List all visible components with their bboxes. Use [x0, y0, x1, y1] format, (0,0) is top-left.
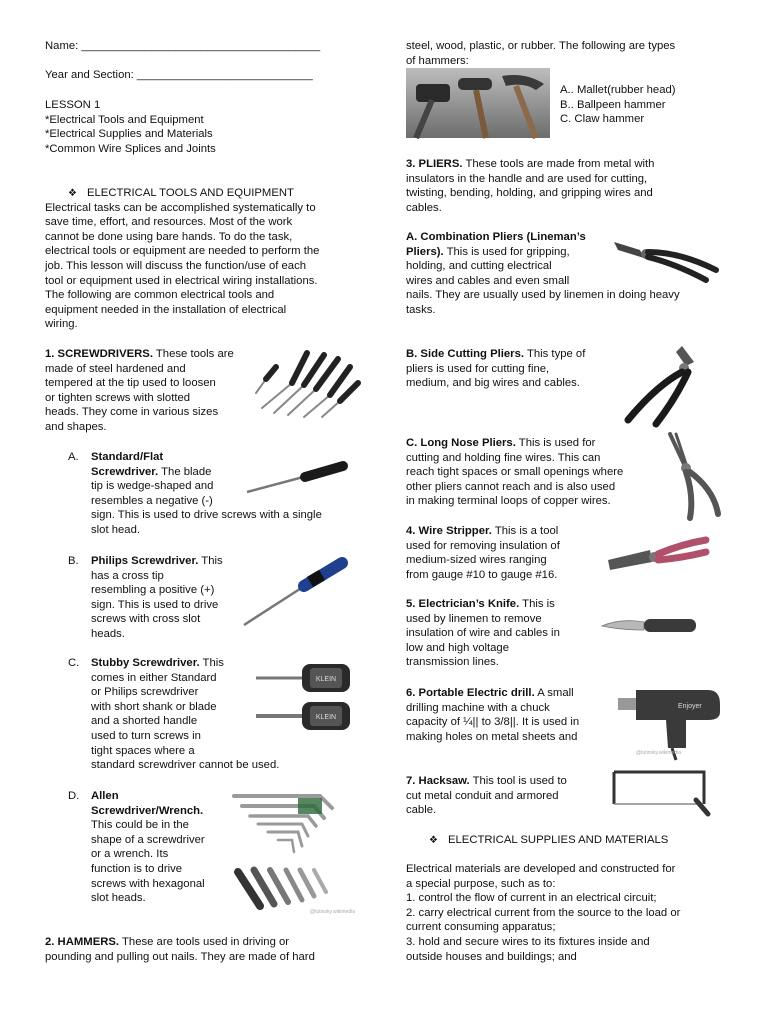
long-nose-pliers-paragraph	[406, 436, 623, 509]
text-line: These are tools used in driving or	[119, 936, 290, 948]
text-line: Electrical tasks can be accomplished systematically to	[45, 201, 316, 214]
text-line: cables.	[406, 201, 442, 214]
text-line: This could be in the	[91, 819, 189, 832]
combination-pliers-image	[610, 232, 720, 284]
hammers-image	[406, 68, 550, 138]
text-line: 3. hold and secure wires to its fixtures inside and	[406, 935, 650, 948]
text-line: medium, and big wires and cables.	[406, 377, 580, 390]
hammer-types-list	[560, 83, 676, 127]
watermark: @tutinsky.wikimedia	[310, 909, 355, 915]
screwdriver-set-image	[252, 343, 364, 419]
side-cutting-pliers-image	[616, 340, 712, 428]
long-nose-pliers-image	[660, 430, 724, 522]
text-line: pounding and pulling out nails. They are made of hard	[45, 950, 315, 963]
text-line: function is to drive	[91, 862, 183, 875]
item-title: Standard/Flat	[91, 451, 164, 463]
text-line: and a shorted handle	[91, 715, 198, 728]
text-line: from gauge #10 to gauge #16.	[406, 568, 558, 581]
list-letter: A.	[68, 451, 79, 463]
list-letter: D.	[68, 790, 80, 802]
text-line: electrical tools or equipment are needed to perform the	[45, 245, 320, 258]
hammers-continued	[406, 39, 675, 68]
item-title: B. Side Cutting Pliers.	[406, 348, 525, 360]
item-title: Philips Screwdriver.	[91, 555, 199, 567]
hacksaw-paragraph	[406, 774, 567, 818]
text-line: cutting and holding fine wires. This can	[406, 451, 601, 464]
philips-screwdriver-paragraph	[91, 554, 223, 642]
text-line: used to turn screws in	[91, 729, 201, 742]
text-line: This	[198, 555, 223, 567]
brand-label: KLEIN	[315, 714, 337, 721]
lesson-title: LESSON 1	[45, 99, 101, 111]
text-line: job. This lesson will discuss the function/use of each	[45, 259, 307, 272]
text-line: cut metal conduit and armored	[406, 789, 559, 802]
text-line: The blade	[158, 465, 212, 478]
text-line: equipment needed in the installation of electrical	[45, 303, 287, 316]
text-line: insulation of wire and cables in	[406, 627, 560, 640]
electricians-knife-image	[600, 614, 700, 636]
lesson-item: *Common Wire Splices and Joints	[45, 142, 216, 155]
text-line: This is a tool	[491, 525, 559, 537]
text-line: cable.	[406, 804, 437, 817]
text-line: reach tight spaces or small openings where	[406, 466, 624, 479]
text-line: low and high voltage	[406, 641, 510, 654]
text-line: transmission lines.	[406, 656, 499, 669]
text-line: heads. They come in various sizes	[45, 406, 219, 419]
allen-wrench-paragraph	[91, 789, 205, 906]
item-title: C. Long Nose Pliers.	[406, 437, 516, 449]
watermark: @tutinsky.wikimedia	[636, 750, 681, 756]
text-line: tool or equipment used in electrical wiring installations.	[45, 274, 318, 287]
text-line: This is used for gripping,	[443, 245, 570, 258]
text-line: tip is wedge-shaped and	[91, 480, 214, 493]
text-line: a special purpose, such as to:	[406, 877, 556, 890]
supplies-paragraph	[406, 862, 680, 964]
section-heading-supplies	[429, 833, 668, 849]
item-title: 6. Portable Electric drill.	[406, 687, 535, 699]
allen-wrench-set-image	[228, 788, 338, 858]
text-line: 1. control the flow of current in an electrical circuit;	[406, 892, 657, 905]
pliers-paragraph	[406, 157, 654, 215]
item-title: Screwdriver/Wrench.	[91, 804, 204, 817]
text-line: A small	[534, 687, 574, 699]
wire-stripper-image	[602, 532, 714, 584]
text-line: and shapes.	[45, 420, 107, 433]
lesson-item: *Electrical Tools and Equipment	[45, 113, 204, 126]
item-title: A. Combination Pliers (Lineman’s	[406, 231, 586, 243]
text-line: tasks.	[406, 303, 436, 316]
electricians-knife-paragraph	[406, 597, 560, 670]
text-line: used by linemen to remove	[406, 612, 542, 625]
text-line: insulators in the handle and are used for cutting,	[406, 172, 648, 185]
screwdrivers-title: 1. SCREWDRIVERS.	[45, 348, 153, 360]
text-line: cannot be done using bare hands. To do the task,	[45, 230, 293, 243]
allen-screwdriver-bits-image	[230, 862, 355, 916]
text-line: other pliers cannot reach and is also used	[406, 480, 616, 493]
text-line: comes in either Standard	[91, 671, 217, 684]
text-line: drilling machine with a chuck	[406, 701, 550, 714]
text-line: sign. This is used to drive	[91, 598, 219, 611]
text-line: used for removing insulation of	[406, 539, 560, 552]
text-line: standard screwdriver cannot be used.	[91, 759, 280, 772]
pliers-title: 3. PLIERS.	[406, 158, 463, 170]
lesson-item: *Electrical Supplies and Materials	[45, 128, 213, 141]
section-heading-text: ELECTRICAL TOOLS AND EQUIPMENT	[86, 187, 294, 199]
text-line: This is	[519, 598, 555, 610]
text-line: save time, effort, and resources. Most of the work	[45, 216, 293, 229]
text-line: steel, wood, plastic, or rubber. The following are types	[406, 40, 676, 52]
text-line: with short shank or blade	[91, 700, 217, 713]
text-line: tight spaces where a	[91, 744, 195, 757]
item-title: Allen	[91, 790, 119, 802]
hacksaw-image	[608, 766, 712, 816]
flat-screwdriver-image	[243, 458, 349, 498]
screwdrivers-paragraph	[45, 347, 234, 435]
text-line: tempered at the tip used to loosen	[45, 377, 216, 390]
text-line: capacity of ¼|| to 3/8||. It is used in	[406, 716, 580, 729]
text-line: twisting, bending, holding, and gripping wires and	[406, 187, 653, 200]
text-line: made of steel hardened and	[45, 362, 186, 375]
brand-label: KLEIN	[315, 676, 337, 683]
item-title: Screwdriver.	[91, 465, 159, 478]
list-item: B.. Ballpeen hammer	[560, 98, 666, 111]
text-line: or a wrench. Its	[91, 848, 169, 861]
name-field-label: Name: ______________________________________	[45, 40, 321, 52]
text-line: The following are common electrical tools and	[45, 289, 275, 302]
list-item: A.. Mallet(rubber head)	[560, 84, 676, 96]
text-line: wiring.	[45, 318, 78, 331]
side-cutting-pliers-paragraph	[406, 347, 585, 391]
electric-drill-paragraph	[406, 686, 579, 744]
list-item: C. Claw hammer	[560, 113, 645, 126]
text-line: These tools are	[152, 348, 234, 360]
text-line: slot head.	[91, 523, 140, 536]
text-line: of hammers:	[406, 54, 469, 67]
text-line: or Philips screwdriver	[91, 686, 199, 699]
text-line: current consuming apparatus;	[406, 921, 556, 934]
text-line: or tighten screws with slotted	[45, 391, 191, 404]
section-heading-tools	[68, 186, 294, 202]
text-line: This is used for	[515, 437, 596, 449]
text-line: pliers is used for cutting fine,	[406, 362, 550, 375]
text-line: heads.	[91, 627, 125, 640]
list-letter: B.	[68, 555, 79, 567]
list-letter: C.	[68, 657, 80, 669]
item-title: 7. Hacksaw.	[406, 775, 470, 787]
text-line: medium-sized wires ranging	[406, 554, 547, 567]
text-line: These tools are made from metal with	[462, 158, 655, 170]
text-line: shape of a screwdriver	[91, 833, 205, 846]
text-line: wires and cables and even small	[406, 274, 570, 287]
item-title: Pliers).	[406, 245, 444, 258]
section-heading-text: ELECTRICAL SUPPLIES AND MATERIALS	[447, 834, 669, 846]
diamond-bullet-icon: ❖	[68, 188, 77, 199]
text-line: This	[199, 657, 224, 669]
brand-label: Enjoyer	[678, 703, 702, 710]
item-title: Stubby Screwdriver.	[91, 657, 200, 669]
text-line: This type of	[524, 348, 586, 360]
text-line: screws with cross slot	[91, 613, 201, 626]
text-line: holding, and cutting electrical	[406, 260, 552, 273]
text-line: slot heads.	[91, 892, 146, 905]
text-line: This tool is used to	[469, 775, 567, 787]
diamond-bullet-icon: ❖	[429, 835, 438, 846]
text-line: resembles a negative (-)	[91, 494, 213, 507]
intro-paragraph	[45, 201, 319, 332]
text-line: Electrical materials are developed and constructed for	[406, 863, 676, 875]
text-line: nails. They are usually used by linemen in doing heavy	[406, 289, 680, 302]
text-line: outside houses and buildings; and	[406, 950, 577, 963]
text-line: resembling a positive (+)	[91, 584, 215, 597]
philips-screwdriver-image	[240, 553, 352, 629]
text-line: screws with hexagonal	[91, 877, 205, 890]
text-line: making holes on metal sheets and	[406, 730, 578, 743]
item-title: 4. Wire Stripper.	[406, 525, 492, 537]
text-line: has a cross tip	[91, 569, 164, 582]
item-title: 5. Electrician’s Knife.	[406, 598, 520, 610]
text-line: 2. carry electrical current from the source to the load or	[406, 906, 681, 919]
wire-stripper-paragraph	[406, 524, 560, 582]
hammers-paragraph	[45, 935, 315, 964]
stubby-screwdrivers-image	[250, 658, 356, 738]
text-line: in making terminal loops of copper wires.	[406, 495, 611, 508]
text-line: sign. This is used to drive screws with a single	[91, 509, 322, 522]
hammers-title: 2. HAMMERS.	[45, 936, 120, 948]
year-section-field-label: Year and Section: ____________________________	[45, 69, 313, 81]
